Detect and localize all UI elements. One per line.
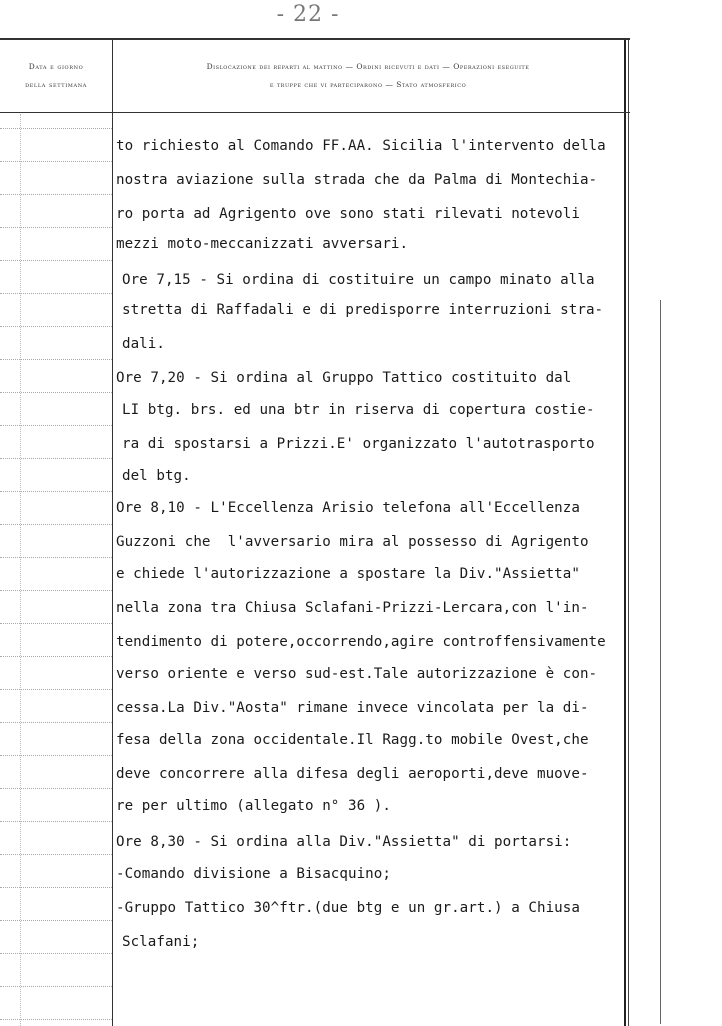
- main-column-header-line: e truppe che vi parteciparono — Stato atmosferico: [269, 80, 467, 89]
- date-column-rule: [0, 524, 112, 525]
- log-line: verso oriente e verso sud-est.Tale autorizzazione è con-: [116, 666, 598, 682]
- date-column-rule: [0, 986, 112, 987]
- date-column-rule: [0, 458, 112, 459]
- date-column-rule: [0, 689, 112, 690]
- log-line: mezzi moto-meccanizzati avversari.: [116, 236, 409, 252]
- date-column-rule: [0, 656, 112, 657]
- log-line: -Comando divisione a Bisacquino;: [116, 866, 391, 882]
- log-line: Ore 8,10 - L'Eccellenza Arisio telefona all'Eccellenza: [116, 500, 580, 516]
- log-line: Sclafani;: [122, 934, 200, 950]
- log-line: stretta di Raffadali e di predisporre interruzioni stra-: [122, 302, 604, 318]
- log-line: LI btg. brs. ed una btr in riserva di copertura costie-: [122, 402, 595, 418]
- date-column-rule: [0, 755, 112, 756]
- date-column-rule: [0, 359, 112, 360]
- log-line: fesa della zona occidentale.Il Ragg.to mobile Ovest,che: [116, 732, 589, 748]
- log-line: Ore 8,30 - Si ordina alla Div."Assietta" di portarsi:: [116, 834, 572, 850]
- log-line: cessa.La Div."Aosta" rimane invece vincolata per la di-: [116, 700, 589, 716]
- date-column-rule: [0, 194, 112, 195]
- date-column-rule: [0, 854, 112, 855]
- log-line: e chiede l'autorizzazione a spostare la Div."Assietta": [116, 566, 580, 582]
- date-column-rule: [0, 326, 112, 327]
- date-column-rule: [0, 590, 112, 591]
- date-column-rule: [0, 1019, 112, 1020]
- date-column-rule: [0, 293, 112, 294]
- date-column-rule: [0, 920, 112, 921]
- log-line: to richiesto al Comando FF.AA. Sicilia l'intervento della: [116, 138, 606, 154]
- date-column-rule: [0, 392, 112, 393]
- log-line: Ore 7,20 - Si ordina al Gruppo Tattico costituito dal: [116, 370, 572, 386]
- log-line: Ore 7,15 - Si ordina di costituire un campo minato alla: [122, 272, 595, 288]
- log-line: -Gruppo Tattico 30^ftr.(due btg e un gr.art.) a Chiusa: [116, 900, 580, 916]
- page-edge: [660, 300, 661, 1024]
- log-line: nostra aviazione sulla strada che da Palma di Montechia-: [116, 172, 598, 188]
- date-column-rule: [0, 722, 112, 723]
- date-column-rule: [0, 260, 112, 261]
- right-border-inner: [628, 40, 629, 1026]
- log-line: del btg.: [122, 468, 191, 484]
- log-line: ro porta ad Agrigento ove sono stati rilevati notevoli: [116, 206, 580, 222]
- date-column-rule: [0, 227, 112, 228]
- main-column-header-line: Dislocazione dei reparti al mattino — Ordini ricevuti e dati — Operazioni eseguite: [206, 62, 530, 71]
- log-line: tendimento di potere,occorrendo,agire controffensivamente: [116, 634, 606, 650]
- date-column-header: [0, 58, 112, 94]
- date-column-rule: [0, 623, 112, 624]
- date-column-header-line: Data e giorno: [28, 62, 84, 71]
- date-subcolumn-divider: [20, 114, 21, 1026]
- date-column-header-line: della settimana: [25, 80, 87, 89]
- header-rule: [0, 112, 630, 113]
- log-line: ra di spostarsi a Prizzi.E' organizzato l'autotrasporto: [122, 436, 595, 452]
- date-column-rule: [0, 953, 112, 954]
- date-column-rule: [0, 425, 112, 426]
- main-column-header: [112, 58, 624, 94]
- date-column-rule: [0, 161, 112, 162]
- log-line: re per ultimo (allegato n° 36 ).: [116, 798, 391, 814]
- date-column-rule: [0, 821, 112, 822]
- date-column-rule: [0, 491, 112, 492]
- date-column-rule: [0, 887, 112, 888]
- log-line: deve concorrere alla difesa degli aeroporti,deve muove-: [116, 766, 589, 782]
- log-line: dali.: [122, 336, 165, 352]
- page-number: - 22 -: [276, 2, 340, 27]
- date-column-rule: [0, 557, 112, 558]
- log-line: Guzzoni che l'avversario mira al possesso di Agrigento: [116, 534, 589, 550]
- date-column-rule: [0, 128, 112, 129]
- date-column-rule: [0, 788, 112, 789]
- right-border: [624, 40, 626, 1026]
- log-line: nella zona tra Chiusa Sclafani-Prizzi-Lercara,con l'in-: [116, 600, 589, 616]
- column-divider: [112, 40, 113, 1026]
